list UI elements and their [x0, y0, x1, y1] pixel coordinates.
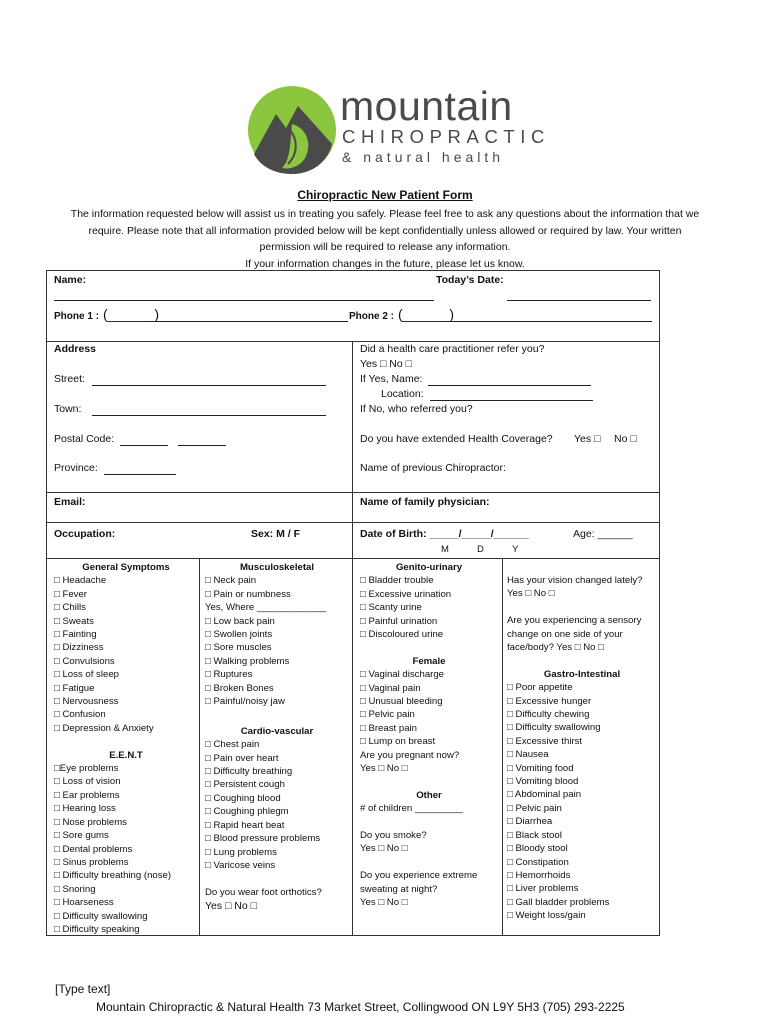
intro-text — [40, 206, 730, 272]
gastro-intestinal-heading: Gastro-Intestinal — [543, 668, 621, 680]
vision-question: Has your vision changed lately? — [507, 575, 643, 586]
date-of-birth-label[interactable]: Date of Birth: _____/_____/______ — [360, 528, 529, 540]
form-title: Chiropractic New Patient Form — [297, 188, 473, 202]
referral-yes-no[interactable]: Yes □ No □ — [360, 358, 412, 370]
symptom-checkbox[interactable]: □ Liver problems — [507, 883, 579, 895]
phone2-label: Phone 2 : — [349, 311, 395, 322]
symptom-checkbox[interactable]: □ Coughing phlegm — [205, 806, 289, 818]
symptom-checkbox[interactable]: □ Black stool — [507, 829, 562, 841]
cardio-vascular-heading: Cardio-vascular — [240, 725, 314, 737]
symptom-checkbox[interactable]: □ Lump on breast — [360, 736, 436, 748]
symptom-checkbox[interactable]: □ Difficulty chewing — [507, 709, 590, 721]
referral-location-field[interactable] — [430, 400, 593, 401]
symptom-checkbox[interactable]: □ Nervousness — [54, 696, 119, 708]
musculoskeletal-column — [205, 561, 349, 914]
symptom-checkbox[interactable]: □ Difficulty breathing — [205, 766, 293, 778]
symptom-checkbox[interactable]: □ Vaginal pain — [360, 682, 421, 694]
symptom-checkbox[interactable]: □ Fainting — [54, 629, 97, 641]
other-heading: Other — [416, 789, 442, 801]
symptom-checkbox[interactable]: □ Walking problems — [205, 655, 290, 667]
symptom-checkbox[interactable]: □ Bladder trouble — [360, 575, 434, 587]
phone1-label: Phone 1 : — [54, 311, 100, 322]
dob-day-hint: D — [477, 544, 484, 555]
symptom-checkbox[interactable]: □ Vaginal discharge — [360, 669, 445, 681]
orthotics-yes-no[interactable]: Yes □ No □ — [205, 900, 257, 913]
eent-heading: E.E.N.T — [109, 749, 143, 761]
symptom-checkbox[interactable]: □ Loss of sleep — [54, 669, 119, 681]
general-symptoms-heading: General Symptoms — [82, 562, 170, 573]
street-field[interactable] — [92, 385, 326, 386]
symptom-checkbox[interactable]: □ Convulsions — [54, 655, 115, 667]
name-field[interactable] — [54, 300, 434, 301]
symptom-checkbox[interactable]: □ Hoarseness — [54, 897, 114, 909]
phone2-area-code[interactable]: (______) — [398, 306, 455, 322]
dob-year-hint: Y — [512, 544, 519, 555]
symptom-checkbox[interactable]: □ Chest pain — [205, 739, 260, 751]
referral-name-label: If Yes, Name: — [360, 373, 423, 385]
symptom-checkbox[interactable]: □ Coughing blood — [205, 792, 281, 804]
intro-line: The information requested below will assist us in treating you safely. Please feel free to ask any questions about the information that we — [70, 208, 700, 220]
symptom-checkbox[interactable]: □ Bloody stool — [507, 843, 568, 855]
symptom-checkbox[interactable]: □ Breast pain — [360, 722, 417, 734]
todays-date-label: Today’s Date: — [436, 274, 504, 286]
symptom-checkbox[interactable]: □ Painful urination — [360, 615, 438, 627]
symptom-checkbox[interactable]: □Eye problems — [54, 763, 119, 775]
symptom-checkbox[interactable]: □ Fatigue — [54, 682, 95, 694]
symptom-checkbox[interactable]: □ Ruptures — [205, 669, 253, 681]
postal-code-label: Postal Code: — [54, 433, 115, 445]
symptom-checkbox[interactable]: □ Hemorrhoids — [507, 869, 571, 881]
symptom-checkbox[interactable]: □ Constipation — [507, 856, 569, 868]
referred-by-label: If No, who referred you? — [360, 403, 473, 415]
pregnant-yes-no[interactable]: Yes □ No □ — [360, 763, 408, 775]
symptom-checkbox[interactable]: □ Dental problems — [54, 843, 133, 855]
street-label: Street: — [54, 373, 85, 385]
symptom-checkbox[interactable]: □ Depression & Anxiety — [54, 722, 154, 734]
coverage-yes[interactable]: Yes □ — [574, 433, 601, 445]
symptom-checkbox[interactable]: □ Difficulty breathing (nose) — [54, 870, 172, 882]
divider — [46, 522, 660, 523]
smoke-question: Do you smoke? — [360, 830, 427, 842]
night-sweat-yes-no[interactable]: Yes □ No □ — [360, 897, 408, 909]
symptom-checkbox[interactable]: □ Difficulty swallowing — [507, 722, 601, 734]
symptom-checkbox[interactable]: □ Abdominal pain — [507, 789, 582, 801]
symptom-checkbox[interactable]: □ Pelvic pain — [507, 802, 562, 814]
musculoskeletal-heading: Musculoskeletal — [239, 562, 315, 573]
female-heading: Female — [412, 655, 446, 667]
footer-address: Mountain Chiropractic & Natural Health 73 Market Street, Collingwood ON L9Y 5H3 (705) 293-2225 — [96, 1000, 625, 1014]
divider — [352, 558, 353, 936]
province-label: Province: — [54, 462, 98, 474]
symptom-checkbox[interactable]: □ Nausea — [507, 749, 549, 761]
symptom-checkbox[interactable]: □ Loss of vision — [54, 776, 121, 788]
brand-tagline: & natural health — [342, 149, 505, 165]
gastro-intestinal-column — [507, 574, 657, 923]
divider — [199, 558, 200, 936]
address-heading: Address — [54, 343, 97, 355]
symptom-checkbox[interactable]: □ Varicose veins — [205, 859, 276, 871]
children-count-field[interactable]: # of children _________ — [360, 803, 463, 815]
symptom-checkbox[interactable]: □ Low back pain — [205, 615, 275, 627]
family-physician-label: Name of family physician: — [360, 496, 490, 508]
symptom-checkbox[interactable]: □ Pain or numbness — [205, 588, 291, 600]
referral-name-field[interactable] — [428, 385, 591, 386]
genito-urinary-heading: Genito-urinary — [395, 562, 463, 573]
symptom-checkbox[interactable]: □ Difficulty swallowing — [54, 910, 148, 922]
symptom-checkbox[interactable]: □ Hearing loss — [54, 803, 116, 815]
town-field[interactable] — [92, 415, 326, 416]
intro-line: permission will be required to release any information. — [259, 241, 511, 253]
symptom-checkbox[interactable]: □ Gall bladder problems — [507, 896, 610, 908]
symptom-checkbox[interactable]: □ Snoring — [54, 883, 96, 895]
referral-question: Did a health care practitioner refer you? — [360, 343, 545, 355]
night-sweat-question: Do you experience extreme sweating at night? — [360, 870, 478, 895]
symptom-checkbox[interactable]: □ Poor appetite — [507, 682, 573, 694]
symptom-checkbox[interactable]: □ Sinus problems — [54, 856, 129, 868]
symptom-checkbox[interactable]: □ Sore muscles — [205, 642, 272, 654]
previous-chiropractor-label: Name of previous Chiropractor: — [360, 462, 506, 474]
symptom-checkbox[interactable]: □ Confusion — [54, 709, 106, 721]
divider — [46, 492, 660, 493]
coverage-no[interactable]: No □ — [614, 433, 637, 445]
symptom-checkbox[interactable]: □ Swollen joints — [205, 629, 273, 641]
divider — [46, 341, 660, 342]
symptom-checkbox[interactable]: □ Excessive hunger — [507, 695, 592, 707]
intro-line: If your information changes in the future, please let us know. — [245, 257, 525, 270]
brand-subtitle: CHIROPRACTIC — [342, 126, 551, 147]
smoke-yes-no[interactable]: Yes □ No □ — [360, 843, 408, 855]
symptom-checkbox[interactable]: □ Headache — [54, 575, 107, 587]
divider — [502, 558, 503, 936]
symptom-checkbox[interactable]: □ Diarrhea — [507, 816, 553, 828]
province-field[interactable] — [104, 474, 176, 475]
sex-label[interactable]: Sex: M / F — [251, 528, 301, 540]
phone2-field[interactable] — [446, 321, 652, 322]
symptom-checkbox[interactable]: □ Broken Bones — [205, 682, 274, 694]
footer-placeholder: [Type text] — [55, 982, 111, 996]
phone1-area-code[interactable]: (______) — [103, 306, 160, 322]
orthotics-question: Do you wear foot orthotics? — [205, 886, 322, 898]
intro-line: require. Please note that all information provided below will be kept confidentially unless allowed or required by law. Your written — [88, 224, 682, 237]
pain-location-field[interactable]: Yes, Where _____________ — [205, 602, 327, 614]
divider — [352, 341, 353, 558]
symptom-checkbox[interactable]: □ Rapid heart beat — [205, 819, 285, 831]
symptom-checkbox[interactable]: □ Nose problems — [54, 816, 127, 828]
symptom-checkbox[interactable]: □ Ear problems — [54, 789, 120, 801]
symptom-checkbox[interactable]: □ Chills — [54, 602, 86, 614]
todays-date-field[interactable] — [507, 300, 651, 301]
symptom-checkbox[interactable]: □ Excessive urination — [360, 588, 452, 600]
symptom-checkbox[interactable]: □ Persistent cough — [205, 779, 285, 791]
postal-code-field-1[interactable] — [120, 445, 168, 446]
vision-yes-no[interactable]: Yes □ No □ — [507, 588, 555, 600]
symptom-checkbox[interactable]: □ Lung problems — [205, 846, 277, 858]
postal-code-field-2[interactable] — [178, 445, 226, 446]
symptom-checkbox[interactable]: □ Unusual bleeding — [360, 696, 443, 708]
symptom-checkbox[interactable]: □ Sweats — [54, 615, 94, 627]
email-label: Email: — [54, 496, 86, 508]
symptom-checkbox[interactable]: □ Vomiting food — [507, 762, 574, 774]
genito-urinary-column — [360, 561, 498, 910]
symptom-checkbox[interactable]: □ Neck pain — [205, 575, 257, 587]
symptom-checkbox[interactable]: □ Discoloured urine — [360, 629, 444, 641]
symptom-checkbox[interactable]: □ Pelvic pain — [360, 709, 415, 721]
symptom-checkbox[interactable]: □ Sore gums — [54, 830, 109, 842]
symptom-checkbox[interactable]: □ Difficulty speaking — [54, 923, 140, 935]
brand-name: mountain — [340, 83, 513, 129]
symptom-checkbox[interactable]: □ Fever — [54, 588, 87, 600]
occupation-label: Occupation: — [54, 528, 116, 540]
general-symptoms-column — [54, 561, 198, 936]
symptom-checkbox[interactable]: □ Painful/noisy jaw — [205, 696, 285, 708]
symptom-checkbox[interactable]: □ Vomiting blood — [507, 776, 579, 788]
divider — [46, 558, 660, 559]
pregnant-question: Are you pregnant now? — [360, 749, 460, 761]
symptom-checkbox[interactable]: □ Pain over heart — [205, 752, 279, 764]
symptom-checkbox[interactable]: □ Excessive thirst — [507, 735, 583, 747]
coverage-question: Do you have extended Health Coverage? — [360, 433, 553, 445]
name-label: Name: — [54, 274, 87, 286]
dob-month-hint: M — [441, 544, 449, 555]
symptom-checkbox[interactable]: □ Blood pressure problems — [205, 833, 321, 845]
symptom-checkbox[interactable]: □ Scanty urine — [360, 602, 422, 614]
sensory-change-question[interactable]: Are you experiencing a sensory change on one side of your face/body? Yes □ No □ — [507, 615, 642, 654]
symptom-checkbox[interactable]: □ Dizziness — [54, 642, 104, 654]
symptom-checkbox[interactable]: □ Weight loss/gain — [507, 910, 586, 922]
phone1-field[interactable] — [150, 321, 348, 322]
referral-location-label: Location: — [381, 388, 424, 400]
town-label: Town: — [54, 403, 82, 415]
age-label[interactable]: Age: ______ — [573, 528, 633, 540]
